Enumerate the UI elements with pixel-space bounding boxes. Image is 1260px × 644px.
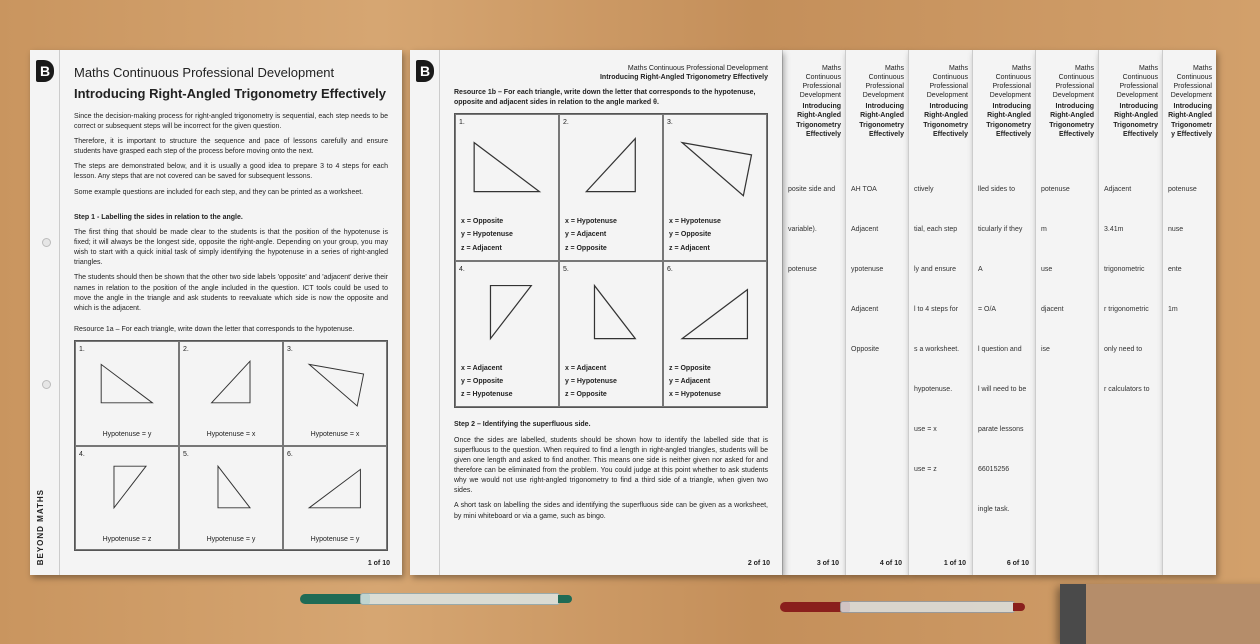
page-header <box>788 64 841 139</box>
side-labels <box>669 215 721 255</box>
series-title: Maths Continuous Professional Development <box>74 65 335 80</box>
punch-hole <box>42 380 51 389</box>
cell-number: 2. <box>183 346 189 354</box>
triangle-cell <box>283 341 387 445</box>
text-fragment: ly and ensure <box>914 266 957 273</box>
side-label: z = Adjacent <box>669 244 710 252</box>
triangle-cell <box>455 261 559 408</box>
cell-number: 5. <box>183 450 189 458</box>
paragraph: Therefore, it is important to structure the sequence and pace of lessons carefully and ensure students have grasped each step of the process before moving onto the next. <box>74 137 388 156</box>
page-header <box>1168 64 1212 139</box>
beyond-logo: B <box>36 60 54 82</box>
text-fragment: 3.41m <box>1104 226 1124 233</box>
cell-number: 5. <box>563 265 569 273</box>
pen-end <box>1013 603 1025 611</box>
document-title: Introducing Right-Angled Trigonometry Effectively <box>986 103 1031 138</box>
text-fragment: djacent <box>1041 306 1064 313</box>
text-fragment: lled sides to <box>978 186 1015 193</box>
hypotenuse-answer: Hypotenuse = y <box>310 535 360 543</box>
text-fragment: r calculators to <box>1104 386 1150 393</box>
paragraph: The steps are demonstrated below, and it is usually a good idea to prepare 3 to 4 steps for each lesson. Any steps that are not covered can be saved for subsequent lessons. <box>74 163 388 181</box>
text-fragment: 66015256 <box>978 466 1010 473</box>
side-label: z = Opposite <box>565 391 607 399</box>
cell-number: 3. <box>287 346 293 354</box>
text-fragment: m <box>1041 226 1047 233</box>
page-number: 6 of 10 <box>1006 560 1029 567</box>
text-fragment: Adjacent <box>851 226 879 233</box>
side-label: z = Opposite <box>565 244 607 252</box>
side-label: y = Hypotenuse <box>461 231 513 239</box>
resource-1b-heading: Resource 1b – For each triangle, write down the letter that corresponds to the hypotenuse, opposite and adjacent sides in relation to the angle marked θ. <box>454 89 756 107</box>
worksheet-page-2 <box>410 50 782 575</box>
document-title: Introducing Right-Angled Trigonometry Effectively <box>1049 103 1094 138</box>
triangle-cell <box>283 446 387 550</box>
paragraph: The students should then be shown that the other two side labels 'opposite' and 'adjacent' derive their names in relation to the position of the angle included in the question. ICT tools could be used to move the angle in the triangle and ask students to reevaluate which side is now the opposite and which is the adjacent. <box>74 274 388 312</box>
back-page <box>845 50 908 575</box>
text-fragment: l question and <box>978 346 1022 353</box>
series-title: Maths Continuous Professional Development <box>1170 65 1212 100</box>
page-1-content <box>74 64 388 551</box>
side-labels <box>461 215 513 255</box>
triangle-cell <box>75 341 179 445</box>
triangle-diagram <box>674 278 756 350</box>
triangle-diagram <box>86 358 168 409</box>
text-fragment: ise <box>1041 346 1050 353</box>
side-labels <box>669 362 721 402</box>
paragraph: Some example questions are included for each step, and they can be printed as a worksheet. <box>74 188 364 196</box>
text-fragment: ctively <box>914 186 934 193</box>
paragraph: Once the sides are labelled, students should be shown how to identify the labelled side that is superfluous to the question. When required to find a length in right-angled triangles, students will be given one length and asked to find another. This means one side is neither given nor asked for and therefore can be eliminated from the problem. You could judge at this point whether to ask students why we would not use right-angled trigonometry to find a third side of a triangle, when given two sides. <box>454 436 768 495</box>
text-fragment: ypotenuse <box>851 266 884 273</box>
series-title: Maths Continuous Professional Development <box>926 65 968 100</box>
cell-number: 3. <box>667 119 673 127</box>
side-labels <box>461 362 513 402</box>
side-label: y = Adjacent <box>565 231 607 239</box>
pen-end <box>558 595 572 603</box>
page-header <box>914 64 968 139</box>
text-fragment: Adjacent <box>1104 186 1132 193</box>
hypotenuse-answer: Hypotenuse = x <box>206 431 256 439</box>
series-title: Maths Continuous Professional Development <box>627 65 768 72</box>
text-fragment: nuse <box>1168 226 1184 233</box>
cell-number: 2. <box>563 119 569 127</box>
punch-hole <box>42 238 51 247</box>
triangle-diagram <box>466 131 548 203</box>
triangle-cell <box>179 446 283 550</box>
page-header <box>1041 64 1094 139</box>
step-1-heading: Step 1 - Labelling the sides in relation to the angle. <box>74 213 243 221</box>
document-title: Introducing Right-Angled Trigonometry Effectively <box>599 74 768 82</box>
triangle-cell <box>559 114 663 261</box>
side-label: z = Hypotenuse <box>461 391 513 399</box>
series-title: Maths Continuous Professional Development <box>1116 65 1158 100</box>
text-fragment: ingle task. <box>978 506 1010 513</box>
back-page <box>908 50 972 575</box>
pen-barrel <box>840 601 1015 613</box>
text-fragment: = O/A <box>978 306 997 313</box>
triangle-cell <box>559 261 663 408</box>
back-page <box>1098 50 1162 575</box>
paragraph: A short task on labelling the sides and identifying the superfluous side can be given as a worksheet, by mini whiteboard or via a game, such as bingo. <box>454 502 768 520</box>
text-fragment: variable). <box>788 226 817 233</box>
page-number: 1 of 10 <box>367 560 390 567</box>
document-title: Introducing Right-Angled Trigonometry Effectively <box>923 103 968 138</box>
page-header <box>454 64 768 82</box>
text-fragment: 1m <box>1168 306 1178 313</box>
triangle-cell <box>455 114 559 261</box>
triangle-cell <box>663 114 767 261</box>
hypotenuse-answer: Hypotenuse = y <box>206 535 256 543</box>
hypotenuse-answer: Hypotenuse = y <box>102 431 152 439</box>
side-label: y = Opposite <box>669 231 712 239</box>
back-page <box>1035 50 1098 575</box>
cell-number: 6. <box>667 265 673 273</box>
text-fragment: posite side and <box>788 186 836 193</box>
page-header <box>978 64 1031 139</box>
step-2-heading: Step 2 – Identifying the superfluous side. <box>454 421 591 429</box>
triangle-diagram <box>190 358 272 409</box>
side-label: x = Hypotenuse <box>565 218 617 226</box>
series-title: Maths Continuous Professional Development <box>799 65 841 100</box>
text-fragment: l will need to be <box>978 386 1027 393</box>
triangle-diagram <box>570 278 652 350</box>
side-label: z = Adjacent <box>461 244 502 252</box>
resource-1a-grid <box>74 340 388 551</box>
text-fragment: use = z <box>914 466 937 473</box>
text-fragment: ente <box>1168 266 1182 273</box>
page-spine <box>30 50 60 575</box>
text-fragment: AH TOA <box>851 186 877 193</box>
page-header <box>851 64 904 139</box>
text-fragment: parate lessons <box>978 426 1024 433</box>
page-header <box>1104 64 1158 139</box>
text-fragment: potenuse <box>1168 186 1197 193</box>
text-fragment: trigonometric <box>1104 266 1145 273</box>
text-fragment: Adjacent <box>851 306 879 313</box>
page-number: 3 of 10 <box>816 560 839 567</box>
notebook-spine <box>1060 584 1086 644</box>
document-title: Introducing Right-Angled Trigonometry Effectively <box>859 103 904 138</box>
text-fragment: potenuse <box>788 266 817 273</box>
text-fragment: use = x <box>914 426 937 433</box>
side-label: z = Opposite <box>669 364 711 372</box>
page-number: 1 of 10 <box>943 560 966 567</box>
green-pen <box>300 592 580 606</box>
triangle-diagram <box>466 278 548 350</box>
triangle-diagram <box>86 463 168 514</box>
paragraph: The first thing that should be made clear to the students is that the position of the hypotenuse is fixed; it will always be the longest side, opposite the right-angle. Depending on your group, you may wish to start with a quick initial task of simply identifying the hypotenuse in a series of right-angled triangles. <box>74 228 388 267</box>
side-label: y = Adjacent <box>669 377 711 385</box>
text-fragment: r trigonometric <box>1104 306 1149 313</box>
text-fragment: only need to <box>1104 346 1143 353</box>
side-label: x = Opposite <box>461 218 504 226</box>
text-fragment: potenuse <box>1041 186 1070 193</box>
text-fragment: A <box>978 266 983 273</box>
page-2-content <box>454 64 768 551</box>
series-title: Maths Continuous Professional Development <box>989 65 1031 100</box>
document-title: Introducing Right-Angled Trigonometry Effectively <box>1168 103 1212 138</box>
text-fragment: Opposite <box>851 346 880 353</box>
brand-name: BEYOND MATHS <box>36 488 45 565</box>
document-title: Introducing Right-Angled Trigonometry Effectively <box>796 103 841 138</box>
back-page <box>1162 50 1216 575</box>
side-label: x = Hypotenuse <box>669 391 721 399</box>
text-fragment: ticularly if they <box>978 226 1023 233</box>
back-page <box>782 50 845 575</box>
triangle-diagram <box>674 131 756 203</box>
page-number: 4 of 10 <box>879 560 902 567</box>
triangle-cell <box>663 261 767 408</box>
beyond-logo: B <box>416 60 434 82</box>
series-title: Maths Continuous Professional Development <box>862 65 904 100</box>
side-label: y = Opposite <box>461 377 504 385</box>
cell-number: 4. <box>79 450 85 458</box>
text-fragment: l to 4 steps for <box>914 306 958 313</box>
text-fragment: tial, each step <box>914 226 958 233</box>
side-label: y = Hypotenuse <box>565 377 617 385</box>
cell-number: 6. <box>287 450 293 458</box>
paragraph: Since the decision-making process for right-angled trigonometry is sequential, each step needs to be correct or subsequent steps will be incorrect for the given question. <box>74 112 388 130</box>
triangle-diagram <box>294 358 376 409</box>
worksheet-page-1 <box>30 50 402 575</box>
text-fragment: s a worksheet. <box>914 346 960 353</box>
triangle-cell <box>75 446 179 550</box>
cell-number: 1. <box>459 119 465 127</box>
side-label: x = Adjacent <box>565 364 607 372</box>
side-label: x = Hypotenuse <box>669 218 721 226</box>
triangle-cell <box>179 341 283 445</box>
cell-number: 1. <box>79 346 85 354</box>
text-fragment: use <box>1041 266 1053 273</box>
triangle-diagram <box>294 463 376 514</box>
page-number: 2 of 10 <box>747 560 770 567</box>
hypotenuse-answer: Hypotenuse = x <box>310 431 360 439</box>
resource-1a-heading: Resource 1a – For each triangle, write down the letter that corresponds to the hypotenuse. <box>74 325 355 333</box>
triangle-diagram <box>570 131 652 203</box>
series-title: Maths Continuous Professional Development <box>1052 65 1094 100</box>
triangle-diagram <box>190 463 272 514</box>
back-page <box>972 50 1035 575</box>
document-title: Introducing Right-Angled Trigonometry Effectively <box>74 85 387 101</box>
page-spine <box>410 50 440 575</box>
text-fragment: hypotenuse. <box>914 386 953 393</box>
document-title: Introducing Right-Angled Trigonometry Effectively <box>1113 103 1158 138</box>
pen-barrel <box>360 593 560 605</box>
side-labels <box>565 215 617 255</box>
resource-1b-grid <box>454 113 768 408</box>
side-label: x = Adjacent <box>461 364 503 372</box>
notebook <box>1060 584 1260 644</box>
red-pen <box>780 600 1030 614</box>
cell-number: 4. <box>459 265 465 273</box>
hypotenuse-answer: Hypotenuse = z <box>102 535 152 543</box>
side-labels <box>565 362 617 402</box>
